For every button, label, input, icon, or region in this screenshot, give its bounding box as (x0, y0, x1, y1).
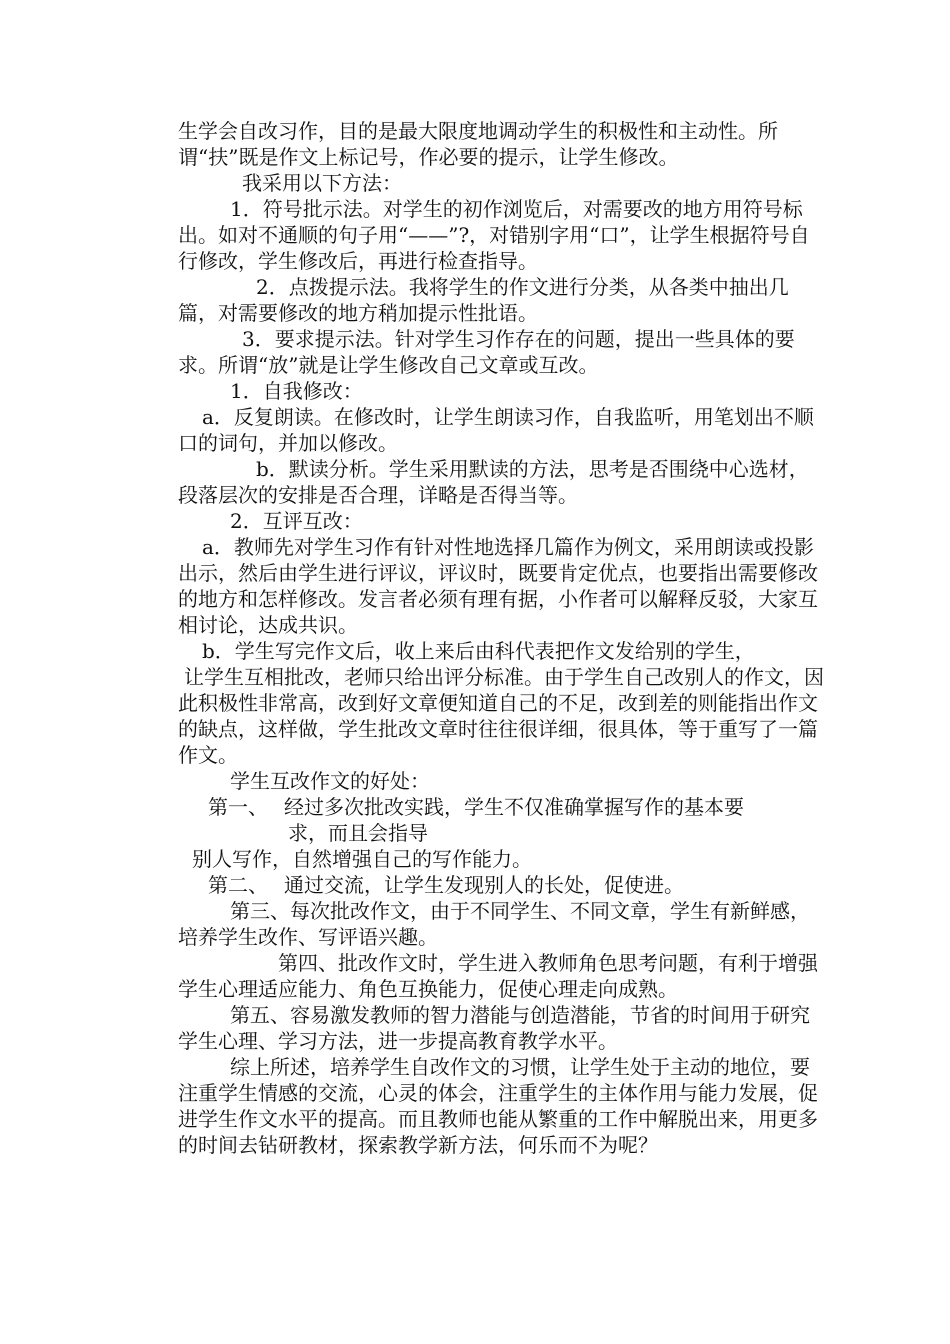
benefit-first-number: 第一、 (208, 795, 268, 819)
paragraph-peer-grading-cont: 让学生互相批改，老师只给出评分标准。由于学生自己改别人的作文，因此积极性非常高，改到好文章便知道自己的不足，改到差的则能指出作文的缺点，这样做，学生批改文章时往往很详细，很具体，等于重写了一篇作文。 (178, 665, 824, 767)
benefit-second-number: 第二、 (208, 873, 268, 897)
paragraph-requirement-method: 3．要求提示法。针对学生习作存在的问题，提出一些具体的要求。所谓“放”就是让学生修改自己文章或互改。 (178, 327, 795, 377)
paragraph-hint-method: 2．点拨提示法。我将学生的作文进行分类，从各类中抽出几篇，对需要修改的地方稍加提示性批语。 (178, 275, 789, 325)
benefit-third: 第三、每次批改作文，由于不同学生、不同文章，学生有新鲜感，培养学生改作、写评语兴趣。 (178, 899, 810, 949)
paragraph-self-revision-heading: 1．自我修改： (230, 379, 363, 403)
paragraph-benefits-heading: 学生互改作文的好处： (230, 769, 430, 793)
paragraph-intro: 生学会自改习作，目的是最大限度地调动学生的积极性和主动性。所谓“扶”既是作文上标记号，作必要的提示，让学生修改。 (178, 119, 778, 169)
benefit-fourth: 第四、批改作文时，学生进入教师角色思考问题，有利于增强学生心理适应能力、角色互换能力，促使心理走向成熟。 (178, 951, 818, 1001)
paragraph-methods-heading: 我采用以下方法： (242, 171, 402, 195)
paragraph-conclusion: 综上所述，培养学生自改作文的习惯，让学生处于主动的地位，要注重学生情感的交流，心灵的体会，注重学生的主体作用与能力发展，促进学生作文水平的提高。而且教师也能从繁重的工作中解脱出来，用更多的时间去钻研教材，探索教学新方法，何乐而不为呢？ (178, 1055, 818, 1157)
paragraph-peer-review-heading: 2．互评互改： (230, 509, 363, 533)
paragraph-symbol-method: 1．符号批示法。对学生的初作浏览后，对需要改的地方用符号标出。如对不通顺的句子用“——”?，对错别字用“口”，让学生根据符号自行修改，学生修改后，再进行检查指导。 (178, 197, 810, 273)
benefit-first-tail: 别人写作，自然增强自己的写作能力。 (192, 847, 532, 871)
benefit-first-text: 经过多次批改实践，学生不仅准确掌握写作的基本要 (284, 795, 744, 819)
benefit-second (178, 872, 828, 898)
paragraph-peer-grading-start: b．学生写完作文后，收上来后由科代表把作文发给别的学生， (202, 639, 755, 663)
benefit-first (178, 794, 828, 820)
benefit-first-continuation: 求，而且会指导 (288, 821, 428, 845)
benefit-fifth: 第五、容易激发教师的智力潜能与创造潜能，节省的时间用于研究学生心理、学习方法，进一步提高教育教学水平。 (178, 1003, 810, 1053)
paragraph-repeated-reading: a．反复朗读。在修改时，让学生朗读习作，自我监听，用笔划出不顺口的词句，并加以修改。 (178, 405, 814, 455)
document-body (178, 118, 828, 1158)
paragraph-silent-reading: b．默读分析。学生采用默读的方法，思考是否围绕中心选材，段落层次的安排是否合理，详略是否得当等。 (178, 457, 809, 507)
paragraph-teacher-examples: a．教师先对学生习作有针对性地选择几篇作为例文，采用朗读或投影出示，然后由学生进行评议，评议时，既要肯定优点，也要指出需要修改的地方和怎样修改。发言者必须有理有据，小作者可以解释反驳，大家互相讨论，达成共识。 (178, 535, 818, 637)
benefit-second-text: 通过交流，让学生发现别人的长处，促使进。 (284, 873, 684, 897)
